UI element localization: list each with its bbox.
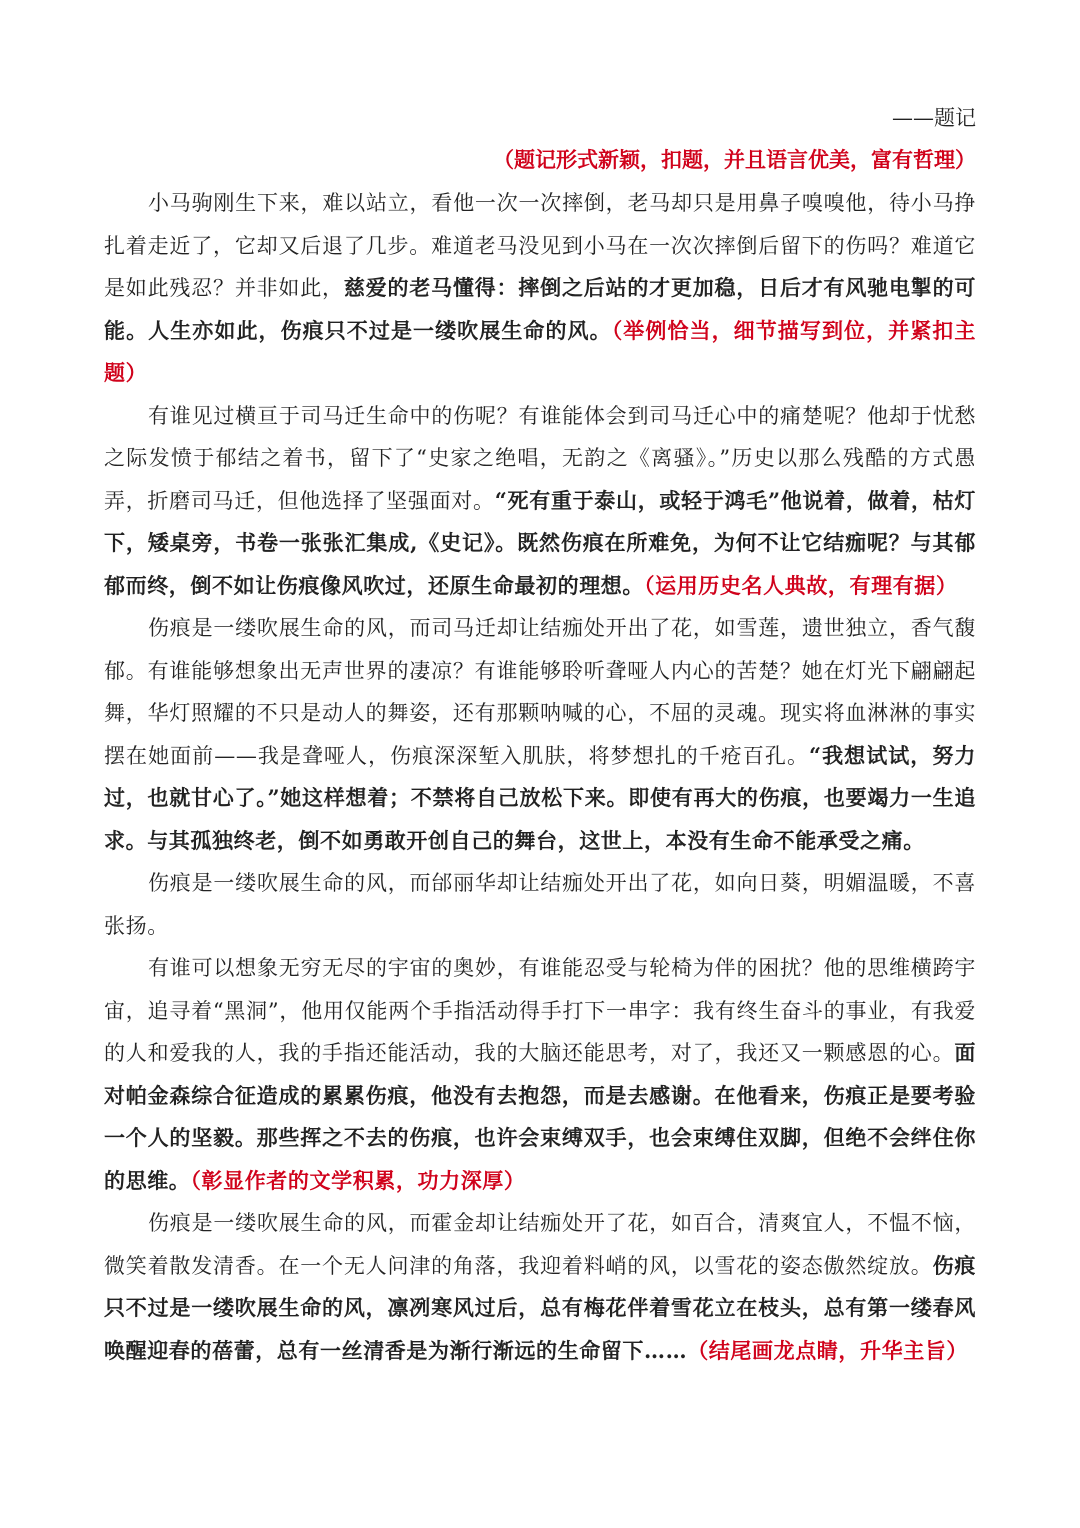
paragraph-1-bold: 慈爱的老马懂得：摔倒之后站的才更加稳，日后才有风驰电掣的可能。人生亦如此，伤痕只不过是一缕吹展生命的风。 — [104, 275, 976, 343]
paragraph-6: 伤痕是一缕吹展生命的风，而霍金却让结痂处开了花，如百合，清爽宜人，不愠不恼，微笑着散发清香。在一个无人问津的角落，我迎着料峭的风，以雪花的姿态傲然绽放。伤痕只不过是一缕吹展生命的风，凛冽寒风过后，总有梅花伴着雪花立在枝头，总有第一缕春风唤醒迎春的蓓蕾，总有一丝清香是为渐行渐远的生命留下……（结尾画龙点睛，升华主旨） — [104, 1211, 976, 1363]
epigraph-comment: （题记形式新颖，扣题，并且语言优美，富有哲理） — [493, 147, 976, 172]
paragraph-2-bold: “死有重于泰山，或轻于鸿毛”他说着，做着，枯灯下，矮桌旁，书卷一张张汇集成,《史记》。既然伤痕在所难免，为何不让它结痂呢？与其郁郁而终，倒不如让伤痕像风吹过，还原生命最初的理想。 — [104, 487, 976, 598]
paragraph-2: 有谁见过横亘于司马迁生命中的伤呢？有谁能体会到司马迁心中的痛楚呢？他却于忧愁之际发愤于郁结之着书，留下了“史家之绝唱，无韵之《离骚》。”历史以那么残酷的方式愚弄，折磨司马迁，但他选择了坚强面对。“死有重于泰山，或轻于鸿毛”他说着，做着，枯灯下，矮桌旁，书卷一张张汇集成,《史记》。既然伤痕在所难免，为何不让它结痂呢？与其郁郁而终，倒不如让伤痕像风吹过，还原生命最初的理想。（运用历史名人典故，有理有据） — [104, 403, 976, 598]
epigraph-signature: ——题记 — [892, 106, 976, 130]
paragraph-5: 有谁可以想象无穷无尽的宇宙的奥妙，有谁能忍受与轮椅为伴的困扰？他的思维横跨宇宙，追寻着“黑洞”，他用仅能两个手指活动得手打下一串字：我有终生奋斗的事业，有我爱的人和爱我的人，我的手指还能活动，我的大脑还能思考，对了，我还又一颗感恩的心。面对帕金森综合征造成的累累伤痕，他没有去抱怨，而是去感谢。在他看来，伤痕正是要考验一个人的坚毅。那些挥之不去的伤痕，也许会束缚双手，也会束缚住双脚，但绝不会绊住你的思维。（彰显作者的文学积累，功力深厚） — [104, 956, 976, 1193]
paragraph-2-comment: （运用历史名人典故，有理有据） — [644, 572, 958, 598]
paragraph-6-comment: （结尾画龙点睛，升华主旨） — [687, 1337, 969, 1363]
paragraph-5-bold: 面对帕金森综合征造成的累累伤痕，他没有去抱怨，而是去感谢。在他看来，伤痕正是要考验一个人的坚毅。那些挥之不去的伤痕，也许会束缚双手，也会束缚住双脚，但绝不会绊住你的思维。 — [104, 1040, 976, 1193]
paragraph-1: 小马驹刚生下来，难以站立，看他一次一次摔倒，老马却只是用鼻子嗅嗅他，待小马挣扎着走近了，它却又后退了几步。难道老马没见到小马在一次次摔倒后留下的伤吗？难道它是如此残忍？并非如此，慈爱的老马懂得：摔倒之后站的才更加稳，日后才有风驰电掣的可能。人生亦如此，伤痕只不过是一缕吹展生命的风。（举例恰当，细节描写到位，并紧扣主题） — [104, 191, 976, 385]
paragraph-4: 伤痕是一缕吹展生命的风，而邰丽华却让结痂处开出了花，如向日葵，明媚温暖，不喜张扬。 — [104, 871, 976, 938]
essay-body — [104, 182, 976, 1372]
paragraph-5-comment: （彰显作者的文学积累，功力深厚） — [190, 1167, 526, 1193]
paragraph-1-comment: （举例恰当，细节描写到位，并紧扣主题） — [104, 317, 976, 385]
paragraph-3-bold: “我想试试，努力过，也就甘心了。”她这样想着；不禁将自己放松下来。即使有再大的伤痕，也要竭力一生追求。与其孤独终老，倒不如勇敢开创自己的舞台，这世上，本没有生命不能承受之痛。 — [104, 742, 976, 853]
paragraph-3: 伤痕是一缕吹展生命的风，而司马迁却让结痂处开出了花，如雪莲，遗世独立，香气馥郁。有谁能够想象出无声世界的凄凉？有谁能够聆听聋哑人内心的苦楚？她在灯光下翩翩起舞，华灯照耀的不只是动人的舞姿，还有那颗呐喊的心，不屈的灵魂。现实将血淋淋的事实摆在她面前——我是聋哑人，伤痕深深堑入肌肤，将梦想扎的千疮百孔。“我想试试，努力过，也就甘心了。”她这样想着；不禁将自己放松下来。即使有再大的伤痕，也要竭力一生追求。与其孤独终老，倒不如勇敢开创自己的舞台，这世上，本没有生命不能承受之痛。 — [104, 616, 976, 853]
paragraph-6-bold: 伤痕只不过是一缕吹展生命的风，凛冽寒风过后，总有梅花伴着雪花立在枝头，总有第一缕春风唤醒迎春的蓓蕾，总有一丝清香是为渐行渐远的生命留下…… — [104, 1252, 976, 1363]
